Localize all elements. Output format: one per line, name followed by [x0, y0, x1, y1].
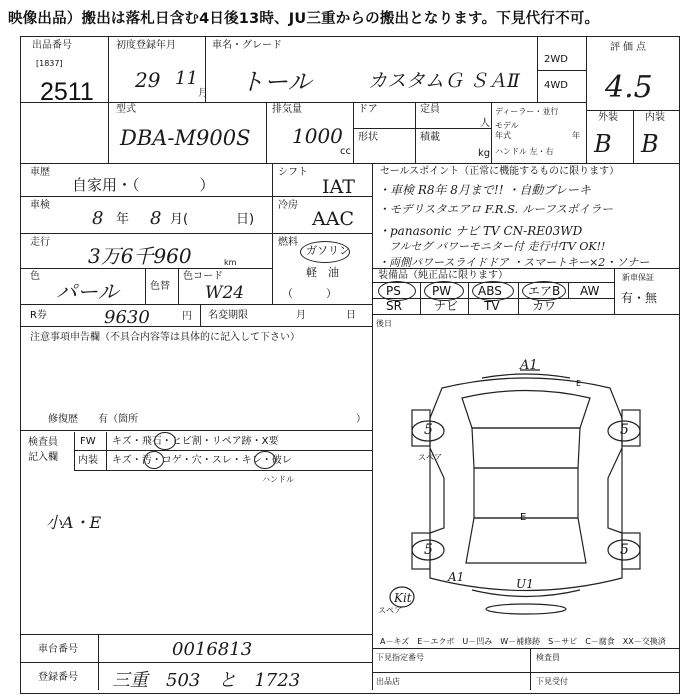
- color-value: パール: [56, 280, 119, 304]
- plate-label: 登録番号: [38, 672, 78, 683]
- equip-airbag: エアB: [528, 284, 561, 298]
- score-ext-label: 外装: [598, 112, 618, 123]
- divider: [20, 662, 372, 663]
- inspection-year: 8: [92, 208, 104, 229]
- rear-window: [466, 518, 586, 563]
- stone-circle: [154, 432, 176, 450]
- dealer-line3: 年式: [495, 131, 511, 140]
- transfer-month: 月: [296, 310, 306, 321]
- divider: [178, 268, 179, 304]
- cap-unit: 人: [480, 118, 490, 129]
- mileage-unit: km: [224, 258, 237, 267]
- divider: [108, 37, 109, 163]
- header-banner: [0, 0, 700, 34]
- divider: [272, 233, 372, 234]
- disp-value: 1000: [292, 124, 343, 148]
- lot-number: 2511: [40, 78, 94, 106]
- divider: [272, 196, 372, 197]
- equip-ps-circle: [378, 281, 416, 301]
- divider: [74, 432, 75, 470]
- history-label: 車歴: [30, 167, 50, 178]
- divider: [633, 110, 634, 163]
- divider: [106, 432, 107, 470]
- divider: [372, 314, 680, 315]
- divider: [415, 102, 416, 163]
- model-value: DBA-M900S: [120, 126, 251, 150]
- inspector-label-2: 記入欄: [28, 452, 58, 463]
- inspector-int-items: キズ・汚・コゲ・穴・スレ・キレ・破レ: [112, 455, 292, 466]
- recycle-unit: 円: [182, 311, 192, 322]
- color-change-label: 色替: [150, 281, 170, 292]
- divider: [266, 102, 267, 163]
- diagram-e-mid: E: [520, 512, 527, 523]
- divider: [415, 128, 491, 129]
- equip-new-label: 新車保証: [622, 273, 654, 282]
- small-box-1: 下見指定番号: [376, 653, 424, 662]
- diagram-u1: U1: [516, 577, 534, 591]
- reg-label: 初度登録年月: [116, 40, 176, 51]
- equip-new-value: 有・無: [621, 291, 658, 305]
- diagram-spare2: スペア: [378, 606, 402, 615]
- door-label: ドア: [358, 104, 378, 115]
- recycle-label: R券: [30, 310, 47, 321]
- roof: [474, 468, 578, 518]
- divider: [74, 450, 372, 451]
- shift-value: IAT: [322, 176, 355, 198]
- fuel-gas: ガソリン: [306, 244, 350, 257]
- equip-ps: PS: [386, 284, 401, 298]
- score-value: 4.5: [605, 70, 653, 105]
- inspector-memo: 小A・E: [46, 513, 102, 532]
- fuel-label: 燃料: [278, 237, 298, 248]
- chassis-label: 車台番号: [38, 644, 78, 655]
- selling-line-3: ・panasonic ナビ TV CN-RE03WD: [378, 224, 583, 238]
- body-outline: [430, 378, 622, 591]
- wear-circle: [254, 451, 276, 469]
- divider: [530, 648, 531, 690]
- selling-line-5: ・両側パワースライドドア ・スマートキー×2・ソナー: [378, 256, 650, 269]
- fuel-other: （ ）: [282, 287, 337, 300]
- mileage-label: 走行: [30, 237, 50, 248]
- inspection-year-unit: 年: [116, 212, 130, 227]
- equip-pw-circle: [424, 281, 464, 301]
- divider: [491, 102, 492, 163]
- divider: [145, 268, 146, 304]
- ac-value: AAC: [312, 208, 354, 230]
- disp-label: 排気量: [272, 104, 302, 115]
- reg-month: 11: [175, 68, 198, 89]
- dealer-line1: ディーラー・並行: [495, 107, 559, 116]
- diagram-5-lr: 5: [424, 542, 433, 558]
- diagram-spare-label: スペア: [418, 453, 442, 462]
- equip-abs: ABS: [478, 284, 502, 298]
- notes-label: 注意事項申告欄（不具合内容等は具体的に記入して下さい）: [30, 332, 300, 343]
- equip-pw: PW: [432, 284, 452, 298]
- inspector-label-1: 検査員: [28, 437, 58, 448]
- diagram-e-top: E: [576, 379, 582, 388]
- diagram-5-rr: 5: [620, 542, 629, 558]
- divider: [568, 282, 569, 298]
- diagram-a1-side: A1: [448, 570, 465, 584]
- equip-label: 装備品（純正品に限ります）: [378, 270, 508, 281]
- divider: [20, 102, 108, 103]
- transfer-day: 日: [346, 310, 356, 321]
- equip-leather: カワ: [532, 299, 557, 313]
- side-right: [608, 448, 622, 533]
- divider: [20, 304, 372, 305]
- inspector-fw-items: キズ・飛石・ヒビ割・リペア跡・X要: [112, 436, 279, 447]
- dealer-year-unit: 年: [572, 131, 580, 140]
- dealer-line2: モデル: [495, 121, 519, 130]
- chassis-value: 0016813: [172, 639, 253, 660]
- score-ext: B: [594, 130, 612, 158]
- plate-value: 三重 503 と 1723: [112, 670, 301, 691]
- history-value: 自家用・（ ）: [72, 177, 215, 194]
- divider: [74, 470, 372, 471]
- divider: [468, 282, 469, 314]
- diagram-5-rf: 5: [620, 422, 629, 438]
- selling-line-4: フルセグ パワーモニター付 走行中TV OK!!: [378, 240, 606, 253]
- equip-abs-circle: [472, 281, 514, 301]
- model-label: 型式: [116, 104, 136, 115]
- small-box-4: 下見受付: [536, 677, 568, 686]
- divider: [372, 672, 680, 673]
- divider: [20, 430, 372, 431]
- divider: [20, 326, 372, 327]
- divider: [108, 102, 586, 103]
- selling-line-2: ・モデリスタエアロ F.R.S. ルーフスポイラー: [378, 202, 613, 216]
- inspector-fw: FW: [80, 436, 96, 447]
- equip-sr: SR: [386, 299, 402, 313]
- selling-label: セールスポイント（正常に機能するものに限ります）: [380, 166, 620, 177]
- mileage-value: 3万6千960: [88, 244, 192, 268]
- score-int: B: [641, 130, 659, 158]
- divider: [353, 128, 415, 129]
- reg-month-unit: 月: [198, 88, 208, 99]
- stain-circle: [144, 451, 164, 469]
- reg-year: 29: [135, 68, 161, 92]
- door-shape-label: 形状: [358, 132, 378, 143]
- header-notice: 映像出品）搬出は落札日含む4日後13時、JU三重からの搬出となります。下見代行不可。: [8, 11, 600, 27]
- recycle-value: 9630: [104, 307, 150, 328]
- inspection-month: 8: [150, 208, 162, 229]
- divider: [614, 268, 615, 314]
- divider: [420, 282, 421, 314]
- divider: [372, 268, 680, 269]
- cap-label: 定員: [420, 104, 440, 115]
- transfer-label: 名変期限: [208, 310, 248, 321]
- car-grade: カスタムＧ ＳＡⅡ: [368, 70, 520, 92]
- windshield: [472, 428, 580, 468]
- divider: [20, 634, 372, 635]
- diagram-5-lf: 5: [424, 422, 433, 438]
- divider: [353, 102, 354, 163]
- hood: [462, 391, 590, 429]
- fuel-diesel: 軽 油: [306, 266, 339, 279]
- drive-2wd: 2WD: [544, 54, 568, 65]
- divider: [20, 196, 272, 197]
- score-int-label: 内装: [645, 112, 665, 123]
- inspector-int: 内装: [78, 455, 98, 466]
- divider: [518, 282, 519, 314]
- divider: [372, 648, 680, 649]
- inspection-label: 車検: [30, 200, 50, 211]
- color-code-label: 色コード: [183, 271, 223, 282]
- car-label: 車名・グレード: [212, 40, 282, 51]
- inspection-day-unit: 日): [236, 212, 255, 227]
- color-label: 色: [30, 271, 40, 282]
- repair-close-paren: ）: [356, 414, 366, 425]
- damage-legend: A－キズ E－エクボ U－凹み W－補修跡 S－サビ C－腐食 XX－交換済: [380, 637, 666, 646]
- spare-tire: [486, 604, 566, 614]
- inspection-month-unit: 月(: [170, 212, 189, 227]
- equip-aw: AW: [580, 284, 600, 298]
- shift-label: シフト: [278, 167, 308, 178]
- score-label: 評価点: [610, 42, 649, 53]
- divider: [200, 304, 201, 326]
- divider: [20, 268, 272, 269]
- equip-tv: TV: [484, 299, 500, 313]
- lot-label: 出品番号: [32, 40, 72, 51]
- lot-sub: [1837]: [36, 59, 63, 68]
- selling-line-1: ・車検 R8年 8月まで!! ・自動ブレーキ: [378, 183, 591, 197]
- repair-history: 修復歴 有（箇所: [48, 414, 138, 425]
- ac-label: 冷房: [278, 200, 298, 211]
- equip-airbag-circle: [522, 281, 566, 301]
- load-label: 積載: [420, 132, 440, 143]
- divider: [537, 70, 586, 71]
- diagram-a1-top: A1: [520, 358, 538, 373]
- small-box-3: 出品店: [376, 677, 400, 686]
- dealer-line4: ハンドル 左・右: [495, 147, 554, 156]
- equip-navi: ナビ: [434, 299, 459, 313]
- drive-4wd: 4WD: [544, 80, 568, 91]
- disp-unit: cc: [340, 146, 351, 157]
- diagram-kit: Kit: [394, 591, 412, 605]
- handle-note: ハンドル: [262, 475, 294, 484]
- after-label: 後日: [376, 319, 392, 328]
- car-name: トール: [240, 68, 312, 96]
- small-box-2: 検査員: [536, 653, 560, 662]
- divider: [20, 163, 680, 164]
- divider: [20, 233, 272, 234]
- color-code: W24: [205, 283, 245, 303]
- divider: [586, 37, 587, 163]
- load-unit: kg: [478, 148, 491, 159]
